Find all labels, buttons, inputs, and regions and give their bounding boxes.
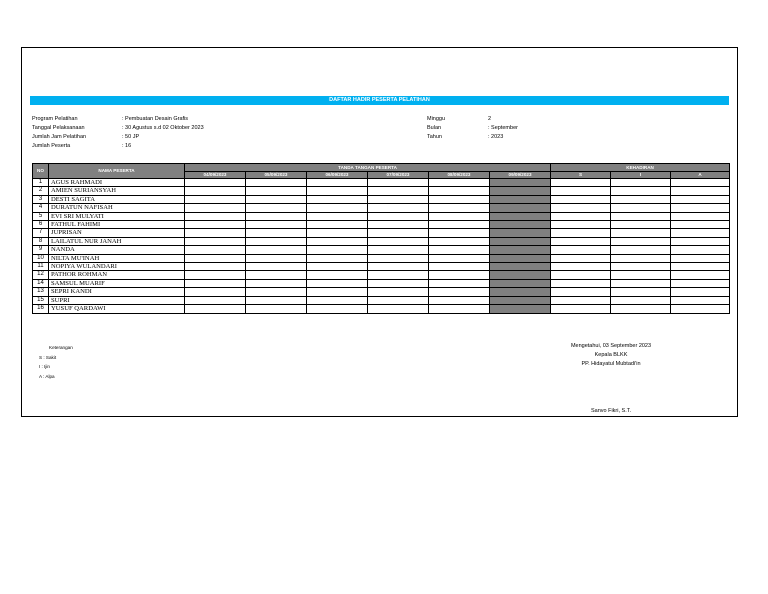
participant-name: SEPRI KANDI [49, 288, 185, 296]
participant-name: LAILATUL NUR JANAH [49, 237, 185, 245]
signature-cell[interactable] [429, 212, 490, 220]
table-row [33, 212, 730, 220]
signature-block [556, 342, 666, 369]
table-row [33, 254, 730, 262]
signature-cell[interactable] [368, 195, 429, 203]
attendance-cell[interactable] [671, 263, 730, 271]
participant-name: DESTI SAGITA [49, 195, 185, 203]
row-number: 1 [33, 179, 49, 187]
signature-cell[interactable] [368, 246, 429, 254]
attendance-cell[interactable] [611, 187, 671, 195]
attendance-cell[interactable] [611, 204, 671, 212]
row-number: 16 [33, 305, 49, 313]
attendance-cell[interactable] [551, 296, 611, 304]
participant-name: PATHOR ROHMAN [49, 271, 185, 279]
signature-cell[interactable] [368, 187, 429, 195]
signature-cell-shaded [490, 296, 551, 304]
signature-cell[interactable] [307, 271, 368, 279]
signature-cell[interactable] [429, 271, 490, 279]
signature-line: Kepala BLKK [594, 352, 628, 358]
attendance-cell[interactable] [611, 288, 671, 296]
participant-name: DURATUN NAFISAH [49, 204, 185, 212]
info-value: : 16 [122, 143, 132, 149]
signature-cell-shaded [490, 212, 551, 220]
attendance-cell[interactable] [671, 221, 730, 229]
header-date: 07/09/2023 [368, 172, 429, 179]
signature-cell-shaded [490, 229, 551, 237]
signature-cell[interactable] [185, 187, 246, 195]
signature-cell[interactable] [368, 279, 429, 287]
signature-cell[interactable] [185, 204, 246, 212]
signature-cell[interactable] [368, 237, 429, 245]
attendance-cell[interactable] [551, 305, 611, 313]
signature-cell[interactable] [429, 195, 490, 203]
signature-cell[interactable] [307, 179, 368, 187]
info-value: : 50 JP [122, 134, 140, 140]
attendance-cell[interactable] [611, 271, 671, 279]
attendance-cell[interactable] [611, 254, 671, 262]
signature-cell[interactable] [429, 229, 490, 237]
sheet-title: DAFTAR HADIR PESERTA PELATIHAN [30, 96, 729, 105]
participant-name: SUPRI [49, 296, 185, 304]
info-label: Tahun [427, 134, 442, 140]
info-row [427, 124, 518, 133]
signature-cell[interactable] [246, 271, 307, 279]
signature-cell[interactable] [307, 246, 368, 254]
participant-name: YUSUF QARDAWI [49, 305, 185, 313]
participant-name: SAMSUL MUARIF [49, 279, 185, 287]
signature-cell[interactable] [185, 305, 246, 313]
attendance-cell[interactable] [551, 221, 611, 229]
participant-name: NANDA [49, 246, 185, 254]
attendance-cell[interactable] [611, 246, 671, 254]
signature-cell[interactable] [246, 296, 307, 304]
table-row [33, 263, 730, 271]
table-row [33, 305, 730, 313]
signature-cell-shaded [490, 288, 551, 296]
signature-cell[interactable] [368, 271, 429, 279]
attendance-cell[interactable] [551, 246, 611, 254]
info-value: : 2023 [488, 134, 504, 140]
attendance-cell[interactable] [611, 279, 671, 287]
signature-cell[interactable] [307, 204, 368, 212]
info-row [427, 115, 518, 124]
info-right [427, 115, 518, 142]
signature-cell[interactable] [246, 187, 307, 195]
attendance-cell[interactable] [611, 221, 671, 229]
signature-cell[interactable] [246, 288, 307, 296]
signature-cell-shaded [490, 195, 551, 203]
signature-cell[interactable] [429, 237, 490, 245]
header-signature-group: TANDA TANGAN PESERTA [185, 164, 551, 172]
info-label: Jumlah Peserta [32, 143, 71, 149]
signature-cell[interactable] [307, 195, 368, 203]
signature-cell[interactable] [368, 296, 429, 304]
row-number: 2 [33, 187, 49, 195]
table-row [33, 229, 730, 237]
attendance-cell[interactable] [551, 195, 611, 203]
signature-cell[interactable] [368, 212, 429, 220]
signature-cell[interactable] [368, 204, 429, 212]
signature-cell[interactable] [429, 288, 490, 296]
participant-name: JUPRISAN [49, 229, 185, 237]
row-number: 9 [33, 246, 49, 254]
attendance-cell[interactable] [671, 279, 730, 287]
legend-item: I : Ijin [39, 364, 50, 369]
signature-cell[interactable] [307, 296, 368, 304]
signature-cell[interactable] [429, 305, 490, 313]
attendance-cell[interactable] [671, 305, 730, 313]
table-row [33, 271, 730, 279]
row-number: 6 [33, 221, 49, 229]
signature-cell[interactable] [185, 212, 246, 220]
attendance-cell[interactable] [671, 271, 730, 279]
signature-cell[interactable] [185, 195, 246, 203]
signature-cell[interactable] [368, 305, 429, 313]
legend [39, 343, 73, 381]
signature-cell[interactable] [185, 179, 246, 187]
signature-cell[interactable] [246, 221, 307, 229]
row-number: 10 [33, 254, 49, 262]
header-date: 09/09/2023 [490, 172, 551, 179]
header-attendance-i: I [611, 172, 671, 179]
signature-cell[interactable] [429, 254, 490, 262]
table-row [33, 246, 730, 254]
signature-cell[interactable] [246, 204, 307, 212]
attendance-cell[interactable] [671, 229, 730, 237]
attendance-cell[interactable] [671, 195, 730, 203]
row-number: 8 [33, 237, 49, 245]
participant-name: AMIEN SURIANSYAH [49, 187, 185, 195]
signature-cell[interactable] [307, 187, 368, 195]
signature-cell[interactable] [185, 296, 246, 304]
signature-cell[interactable] [368, 221, 429, 229]
signature-cell[interactable] [246, 279, 307, 287]
signature-cell-shaded [490, 204, 551, 212]
attendance-cell[interactable] [611, 212, 671, 220]
table-row [33, 195, 730, 203]
signature-cell[interactable] [246, 195, 307, 203]
signature-cell[interactable] [185, 288, 246, 296]
attendance-cell[interactable] [551, 179, 611, 187]
attendance-cell[interactable] [671, 212, 730, 220]
attendance-cell[interactable] [671, 187, 730, 195]
attendance-table [32, 163, 730, 314]
signature-cell[interactable] [307, 288, 368, 296]
attendance-cell[interactable] [671, 296, 730, 304]
signature-cell[interactable] [246, 246, 307, 254]
signature-cell[interactable] [429, 279, 490, 287]
signature-cell-shaded [490, 271, 551, 279]
signature-cell[interactable] [368, 229, 429, 237]
info-label: Minggu [427, 116, 446, 122]
attendance-cell[interactable] [671, 204, 730, 212]
attendance-cell[interactable] [611, 263, 671, 271]
attendance-table-body [33, 179, 730, 314]
signature-cell[interactable] [185, 221, 246, 229]
signature-cell[interactable] [307, 263, 368, 271]
signature-cell[interactable] [185, 246, 246, 254]
row-number: 15 [33, 296, 49, 304]
participant-name: NILTA MU'INAH [49, 254, 185, 262]
info-row [32, 133, 204, 142]
attendance-sheet [21, 47, 738, 417]
header-attendance-a: A [671, 172, 730, 179]
header-name: NAMA PESERTA [49, 164, 185, 179]
info-row [32, 142, 204, 151]
attendance-cell[interactable] [671, 237, 730, 245]
signature-cell-shaded [490, 254, 551, 262]
signature-cell[interactable] [429, 263, 490, 271]
signature-cell[interactable] [307, 279, 368, 287]
info-value: : 30 Agustus s.d 02 Oktober 2023 [122, 125, 204, 131]
signature-cell[interactable] [429, 179, 490, 187]
row-number: 13 [33, 288, 49, 296]
signature-cell[interactable] [185, 271, 246, 279]
signature-cell[interactable] [246, 229, 307, 237]
participant-name: AGUS RAHMADI [49, 179, 185, 187]
legend-title: Keterangan [49, 345, 73, 350]
table-row [33, 279, 730, 287]
signature-cell[interactable] [429, 221, 490, 229]
signature-cell[interactable] [429, 246, 490, 254]
row-number: 3 [33, 195, 49, 203]
header-date: 04/09/2023 [185, 172, 246, 179]
signature-cell[interactable] [307, 237, 368, 245]
attendance-cell[interactable] [551, 187, 611, 195]
table-row [33, 204, 730, 212]
signature-cell[interactable] [185, 263, 246, 271]
signature-cell[interactable] [185, 254, 246, 262]
info-row [427, 133, 518, 142]
info-label: Jumlah Jam Pelatihan [32, 134, 87, 140]
signature-cell-shaded [490, 187, 551, 195]
attendance-cell[interactable] [611, 305, 671, 313]
info-label: Program Pelatihan [32, 116, 78, 122]
signature-cell[interactable] [246, 179, 307, 187]
signature-cell[interactable] [185, 279, 246, 287]
row-number: 7 [33, 229, 49, 237]
signature-cell[interactable] [307, 305, 368, 313]
table-row [33, 187, 730, 195]
attendance-cell[interactable] [551, 271, 611, 279]
attendance-cell[interactable] [551, 237, 611, 245]
signature-cell[interactable] [246, 212, 307, 220]
signature-cell-shaded [490, 279, 551, 287]
attendance-cell[interactable] [611, 179, 671, 187]
info-left [32, 115, 204, 151]
header-attendance-s: S [551, 172, 611, 179]
signature-cell[interactable] [368, 179, 429, 187]
signature-cell-shaded [490, 246, 551, 254]
signature-cell[interactable] [185, 229, 246, 237]
info-row [32, 115, 204, 124]
table-row [33, 179, 730, 187]
signature-cell[interactable] [246, 237, 307, 245]
attendance-cell[interactable] [611, 296, 671, 304]
signature-cell[interactable] [429, 187, 490, 195]
row-number: 12 [33, 271, 49, 279]
signature-cell[interactable] [368, 288, 429, 296]
attendance-cell[interactable] [671, 288, 730, 296]
header-attendance-group: KEHADIRAN [551, 164, 730, 172]
attendance-cell[interactable] [611, 195, 671, 203]
info-value: 2 [488, 116, 492, 122]
row-number: 11 [33, 263, 49, 271]
signer-name: Sanvo Fikri, S.T. [590, 408, 632, 414]
signature-cell[interactable] [246, 254, 307, 262]
attendance-cell[interactable] [551, 288, 611, 296]
info-row [32, 124, 204, 133]
participant-name: FATHUL FAHIMI [49, 221, 185, 229]
signature-line: PP. Hidayatul Mubtadi'in [581, 361, 641, 367]
header-no: NO [33, 164, 49, 179]
signature-cell[interactable] [246, 263, 307, 271]
row-number: 14 [33, 279, 49, 287]
signature-cell[interactable] [307, 221, 368, 229]
signature-cell-shaded [490, 263, 551, 271]
signature-cell[interactable] [307, 212, 368, 220]
participant-name: EVI SRI MULYATI [49, 212, 185, 220]
attendance-cell[interactable] [611, 237, 671, 245]
signature-cell[interactable] [246, 305, 307, 313]
info-label: Bulan [427, 125, 442, 131]
signature-cell[interactable] [307, 229, 368, 237]
signature-cell[interactable] [185, 237, 246, 245]
row-number: 5 [33, 212, 49, 220]
attendance-cell[interactable] [551, 279, 611, 287]
attendance-cell[interactable] [611, 229, 671, 237]
legend-item: A : Alpa [39, 373, 55, 379]
signature-line: Mengetahui, 03 September 2023 [570, 343, 652, 349]
info-value: : Pembuatan Desain Grafis [122, 116, 189, 122]
row-number: 4 [33, 204, 49, 212]
attendance-cell[interactable] [551, 254, 611, 262]
attendance-cell[interactable] [551, 204, 611, 212]
signature-cell-shaded [490, 305, 551, 313]
attendance-cell[interactable] [671, 254, 730, 262]
signature-cell[interactable] [368, 263, 429, 271]
table-row [33, 221, 730, 229]
attendance-cell[interactable] [671, 246, 730, 254]
signature-cell-shaded [490, 179, 551, 187]
legend-item: S : Sakit [39, 354, 57, 360]
attendance-cell[interactable] [551, 212, 611, 220]
signature-cell[interactable] [429, 204, 490, 212]
signature-cell-shaded [490, 221, 551, 229]
signature-cell[interactable] [307, 254, 368, 262]
info-value: : September [488, 125, 518, 131]
participant-name: NOPIYA WULANDARI [49, 263, 185, 271]
info-label: Tanggal Pelaksanaan [32, 125, 85, 131]
table-row [33, 288, 730, 296]
signature-cell[interactable] [368, 254, 429, 262]
signature-cell[interactable] [429, 296, 490, 304]
table-row [33, 237, 730, 245]
header-date: 08/09/2023 [429, 172, 490, 179]
signature-cell-shaded [490, 237, 551, 245]
attendance-cell[interactable] [551, 229, 611, 237]
attendance-cell[interactable] [671, 179, 730, 187]
header-date: 06/09/2023 [307, 172, 368, 179]
table-row [33, 296, 730, 304]
header-date: 05/09/2023 [246, 172, 307, 179]
attendance-cell[interactable] [551, 263, 611, 271]
